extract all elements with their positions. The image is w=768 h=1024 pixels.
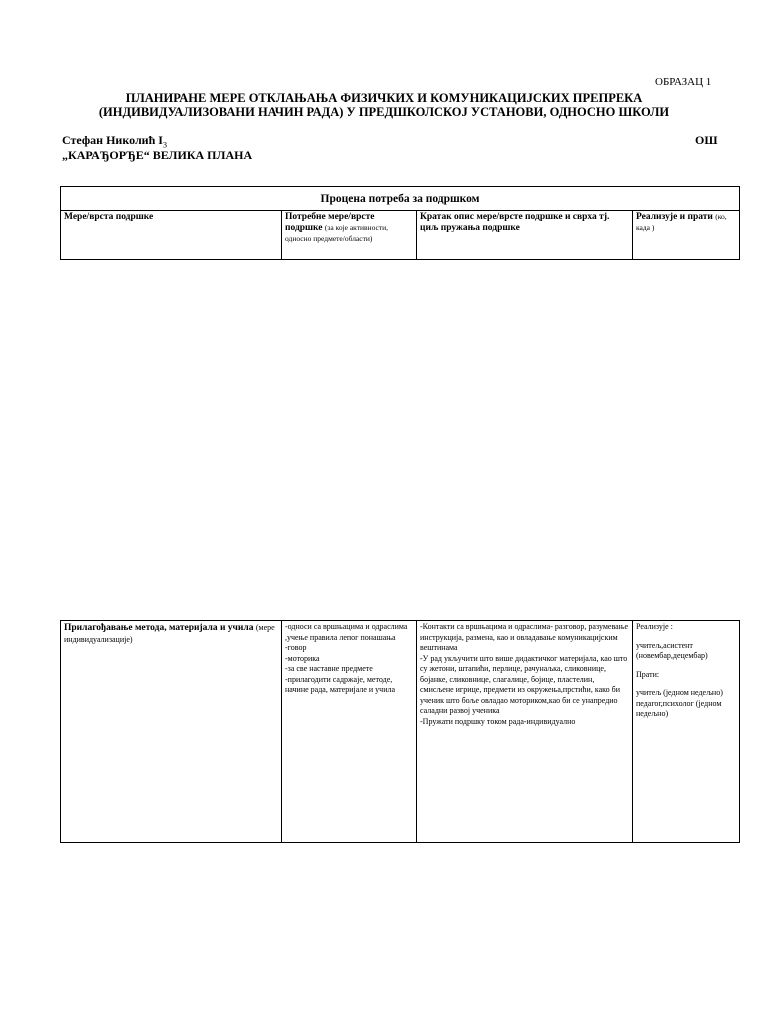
column-note: (за које активности, односно предмете/области) bbox=[285, 223, 389, 243]
form-label: ОБРАЗАЦ 1 bbox=[655, 76, 712, 88]
list-item: -прилагодити садржаје, методе, начине рада, материјале и учила bbox=[285, 674, 396, 694]
student-name bbox=[62, 133, 167, 149]
table-caption: Процена потреба за подршком bbox=[61, 187, 740, 211]
student-class: 3 bbox=[162, 140, 167, 150]
column-title: Кратак опис мере/врсте подршке и сврха тј. циљ пружања подршке bbox=[420, 212, 610, 233]
document-title-line-1: ПЛАНИРАНЕ МЕРЕ ОТКЛАЊАЊА ФИЗИЧКИХ И КОМУНИКАЦИЈСКИХ ПРЕПРЕКА bbox=[125, 91, 643, 105]
column-header-description bbox=[417, 211, 633, 260]
school-label: ОШ bbox=[695, 133, 718, 147]
list-item: -говор bbox=[285, 643, 307, 652]
column-note: (ко, када ) bbox=[636, 212, 727, 232]
column-title: Потребне мере/врсте подршке bbox=[285, 212, 375, 233]
column-title: Мере/врста подршке bbox=[64, 212, 154, 222]
realizes-label: Реализује : bbox=[636, 622, 673, 631]
list-item: -односи са вршњацима и одраслима ,учење правила лепог понашања bbox=[285, 622, 408, 642]
measure-title: Прилагођавање метода, материјала и учила bbox=[64, 623, 254, 633]
column-header-needs bbox=[282, 211, 417, 260]
needs-assessment-header-table bbox=[60, 186, 740, 260]
monitors-label: Прати: bbox=[636, 669, 660, 679]
list-item: -за све наставне предмете bbox=[285, 664, 373, 673]
monitors-value: учитељ (једном недељно) педагог,психолог (једном недељно) bbox=[636, 688, 723, 718]
table-row bbox=[61, 621, 740, 843]
list-item: -Контакти са вршњацима и одраслима- разговор, разумевање инструкција, размена, као и овладавање комуникацијским вештинама bbox=[420, 622, 629, 652]
needs-cell bbox=[282, 621, 417, 843]
list-item: -Пружати подршку током рада-индивидуално bbox=[420, 716, 576, 726]
realizes-value: учитељ,асистент (новембар,децембар) bbox=[636, 640, 708, 660]
student-name-text: Стефан Николић I bbox=[62, 133, 163, 147]
school-name: „КАРАЂОРЂЕ“ ВЕЛИКА ПЛАНА bbox=[62, 148, 253, 162]
description-cell bbox=[417, 621, 633, 843]
measure-cell bbox=[61, 621, 282, 843]
measure-note: (мере индивидуализације) bbox=[64, 623, 275, 644]
column-header-measures bbox=[61, 211, 282, 260]
column-title: Реализује и прати bbox=[636, 212, 713, 222]
support-measures-table bbox=[60, 620, 740, 843]
column-header-responsible bbox=[633, 211, 740, 260]
list-item: -моторика bbox=[285, 653, 320, 663]
document-title-line-2: (ИНДИВИДУАЛИЗОВАНИ НАЧИН РАДА) У ПРЕДШКОЛСКОЈ УСТАНОВИ, ОДНОСНО ШКОЛИ bbox=[98, 105, 670, 119]
list-item: -У рад укључити што више дидактичког материјала, као што су жетони, штапићи, перлице, рачунаљка, сликовнице, бојанке, сликовнице, слагалице, бојице, пластелин, смисљене игрице, предмети из окружења,прстићи, како би ученик што боље овладао моториком,као би се унапредио саладни развој ученика bbox=[420, 653, 628, 715]
responsible-cell bbox=[633, 621, 740, 843]
